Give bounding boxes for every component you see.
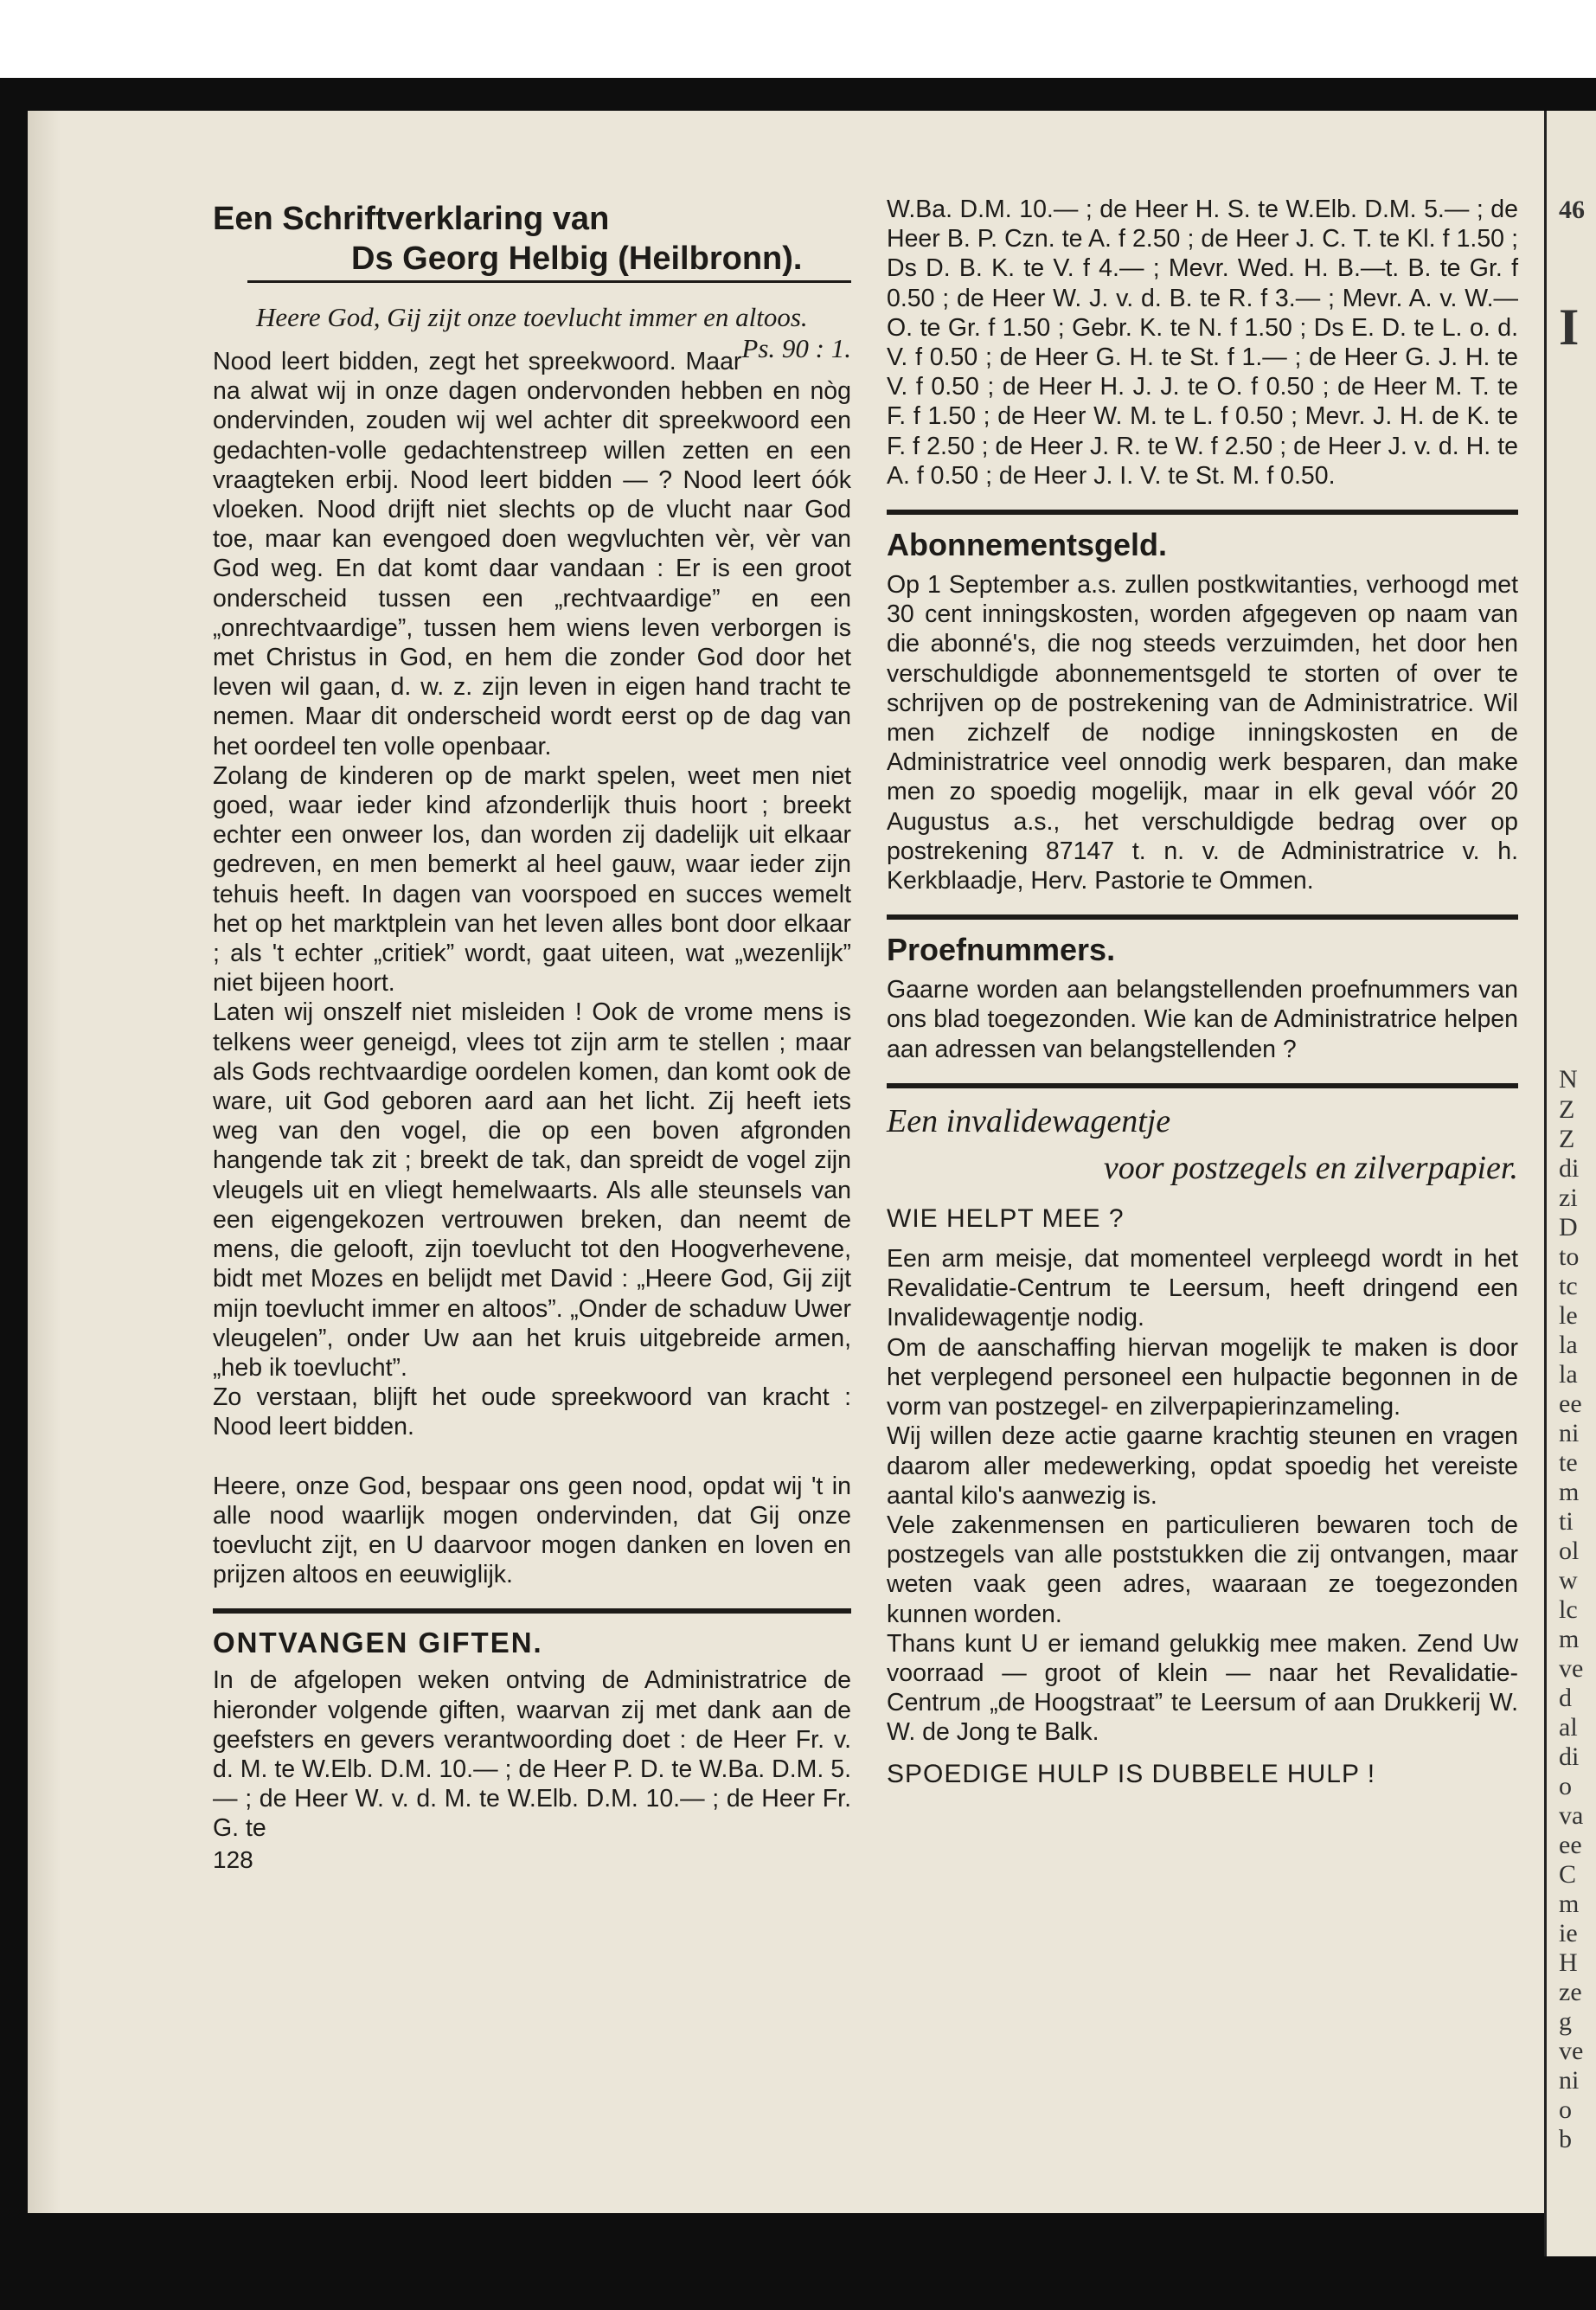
next-page-fragment: le [1559,1301,1578,1330]
proefnummers-text: Gaarne worden aan belangstellenden proefnummers van ons blad toegezonden. Wie kan de Administratrice helpen aan adressen van belangstellenden ? [887,976,1518,1063]
title-underline [247,280,851,283]
next-page-fragment: zi [1559,1184,1578,1212]
next-page-fragment: m [1559,1625,1580,1653]
article-body [213,347,851,1589]
next-page-edge [1544,111,1596,2256]
next-page-fragment: tc [1559,1272,1578,1300]
next-page-fragment: N [1559,1065,1578,1094]
next-page-fragment: Z [1559,1125,1575,1153]
invalide-body [887,1244,1518,1747]
next-page-fragment: w [1559,1566,1578,1595]
invalide-closing: SPOEDIGE HULP IS DUBBELE HULP ! [887,1759,1376,1788]
invalide-title: Een invalidewagentje [887,1102,1171,1139]
next-page-fragment: o [1559,2095,1572,2124]
giften-body-left [213,1665,851,1843]
proefnummers-heading: Proefnummers. [887,932,1116,968]
next-page-fragment: ee [1559,1389,1582,1418]
article-paragraph: Zolang de kinderen op de markt spelen, weet men niet goed, waar ieder kind afzonderlijk thuis hoort ; breekt echter een onweer los, dan worden zij dadelijk uit elkaar gedreven, en men bemerkt al heel gauw, waar ieder zijn tehuis heeft. In dagen van voorspoed en succes wemelt het op het marktplein van het leven alles bont door elkaar ; als 't echter „critiek” wordt, gaat uiteen, wat „wezenlijk” niet bijeen hoort. [213,761,851,998]
section-divider [887,1083,1518,1088]
next-page-fragment: ve [1559,1654,1584,1683]
invalide-subtitle: voor postzegels en zilverpapier. [1103,1149,1518,1186]
next-page-fragment: al [1559,1713,1578,1742]
next-page-fragment: di [1559,1742,1580,1771]
right-column [887,195,1518,1800]
motto-text: Heere God, Gij zijt onze toevlucht immer en altoos. [256,302,808,332]
invalide-paragraph: Thans kunt U er iemand gelukkig mee maken. Zend Uw voorraad — groot of klein — naar het Revalidatie-Centrum „de Hoogstraat” te Leersum of aan Drukkerij W. W. de Jong te Balk. [887,1629,1518,1747]
next-page-fragment: d [1559,1684,1572,1712]
scripture-motto [213,302,851,363]
left-column [213,199,851,1875]
next-page-fragment: to [1559,1242,1580,1271]
next-page-fragment: ze [1559,1978,1582,2006]
next-page-fragment: te [1559,1448,1578,1477]
section-divider [887,510,1518,515]
abonnement-body [887,570,1518,895]
next-page-fragment: 46 [1559,196,1585,224]
giften-body-right [887,195,1518,491]
next-page-fragment: I [1559,298,1580,356]
next-page-fragment: D [1559,1213,1578,1242]
article-title-line-1: Een Schriftverklaring van [213,201,610,237]
proefnummers-body [887,975,1518,1064]
article-title [213,199,851,283]
page-number: 128 [213,1845,253,1873]
article-title-line-2: Ds Georg Helbig (Heilbronn). [351,241,803,277]
next-page-fragment: ol [1559,1537,1580,1565]
next-page-fragment: b [1559,2125,1572,2153]
next-page-fragment: H [1559,1948,1578,1977]
next-page-fragment: m [1559,1890,1580,1918]
next-page-fragment: la [1559,1331,1578,1359]
next-page-fragment: ni [1559,1419,1580,1447]
next-page-fragment: ni [1559,2066,1580,2095]
next-page-fragment: va [1559,1801,1584,1830]
invalide-question: WIE HELPT MEE ? [887,1203,1125,1233]
article-paragraph: Zo verstaan, blijft het oude spreekwoord van kracht : Nood leert bidden. [213,1383,851,1441]
abonnement-text: Op 1 September a.s. zullen postkwitanties, verhoogd met 30 cent inningskosten, worden afgegeven op naam van die abonné's, die nog steeds verzuimden, het door hen verschuldigde abonnementsgeld te storten of over te schrijven op de postrekening van de Administratrice. Wil men zichzelf de nodige inningskosten en de Administratrice veel onnodig werk besparen, dan make men zo spoedig mogelijk, maar in elk geval vóór 20 Augustus a.s., het verschuldigde bedrag over op postrekening 87147 t. n. v. de Administratrice v. h. Kerkblaadje, Herv. Pastorie te Ommen. [887,571,1518,895]
section-divider [213,1608,851,1614]
next-page-fragment: C [1559,1860,1577,1889]
invalide-paragraph: Wij willen deze actie gaarne krachtig steunen en vragen daarom aller medewerking, opdat spoedig het vereiste aantal kilo's aanwezig is. [887,1422,1518,1510]
next-page-fragment: ee [1559,1831,1582,1859]
spacer [213,1442,851,1472]
article-paragraph: Laten wij onszelf niet misleiden ! Ook de vrome mens is telkens weer geneigd, vlees tot zijn arm te stellen ; maar als Gods rechtvaardige oordelen komen, dan komt ook de ware, uit God geboren aard aan het licht. Zij heeft iets weg van den vogel, die op een boven afgronden hangende tak zit ; breekt de tak, dan spreidt de vogel zijn vleugels uit en vliegt hemelwaarts. Als alle steunsels van een eigengekozen vertrouwen breken, dan neemt de mens, die gelooft, zijn toevlucht tot den Hoogverhevene, bidt met Mozes en belijdt met David : „Heere God, Gij zijt mijn toevlucht immer en altoos”. „Onder de schaduw Uwer vleugelen”, onder Uw aan het kruis uitgebreide armen, „heb ik toevlucht”. [213,998,851,1382]
next-page-fragment: la [1559,1360,1578,1389]
giften-heading: ONTVANGEN GIFTEN. [213,1627,543,1659]
article-paragraph: Nood leert bidden, zegt het spreekwoord. Maar na alwat wij in onze dagen ondervonden hebben en nòg ondervinden, zouden wij wel achter dit spreekwoord een gedachten-volle gedachtenstreep willen zetten en een vraagteken erbij. Nood leert bidden — ? Nood leert óók vloeken. Nood drijft niet slechts op de vlucht naar God toe, maar kan evengoed doen wegvluchten vèr, vèr van God weg. En dat komt daar vandaan : Er is een groot onderscheid tussen een „rechtvaardige” en een „onrechtvaardige”, tussen hem wiens leven verborgen is met Christus in God, en hem die zonder God door het leven wil gaan, d. w. z. zijn leven in eigen hand tracht te nemen. Maar dit onderscheid wordt eerst op de dag van het oordeel ten volle openbaar. [213,348,851,760]
giften-text-continued: W.Ba. D.M. 10.— ; de Heer H. S. te W.Elb. D.M. 5.— ; de Heer B. P. Czn. te A. f 2.50 ; de Heer J. C. T. te Kl. f 1.50 ; Ds D. B. K. te V. f 4.— ; Mevr. Wed. H. B.—t. B. te Gr. f 0.50 ; de Heer W. J. v. d. B. te R. f 3.— ; Mevr. A. v. W.—O. te Gr. f 1.50 ; Gebr. K. te N. f 1.50 ; Ds E. D. te L. o. d. V. f 0.50 ; de Heer G. H. te St. f 1.— ; de Heer G. J. H. te V. f 0.50 ; de Heer H. J. J. te O. f 0.50 ; de Heer M. T. te F. f 1.50 ; de Heer W. M. te L. f 0.50 ; Mevr. J. H. de K. te F. f 2.50 ; de Heer J. R. te W. f 2.50 ; de Heer J. v. d. H. te A. f 0.50 ; de Heer J. I. V. te St. M. f 0.50. [887,196,1518,490]
next-page-fragment: ve [1559,2037,1584,2065]
next-page-fragment: Z [1559,1095,1575,1124]
invalide-paragraph: Om de aanschaffing hiervan mogelijk te maken is door het verplegend personeel een hulpactie begonnen in de vorm van postzegel- en zilverpapierinzameling. [887,1333,1518,1421]
motto-reference: Ps. 90 : 1. [741,333,851,363]
next-page-fragment: lc [1559,1595,1578,1624]
next-page-fragment: m [1559,1478,1580,1506]
next-page-fragment: ie [1559,1919,1578,1947]
next-page-fragment: ti [1559,1507,1574,1536]
abonnement-heading: Abonnementsgeld. [887,527,1168,563]
next-page-fragment: g [1559,2007,1572,2036]
invalide-paragraph: Vele zakenmensen en particulieren bewaren toch de postzegels van alle poststukken die zij ontvangen, maar weten vaak geen adres, waaraan ze toegezonden kunnen worden. [887,1511,1518,1628]
next-page-fragment: di [1559,1154,1580,1183]
invalide-paragraph: Een arm meisje, dat momenteel verpleegd wordt in het Revalidatie-Centrum te Leersum, heeft dringend een Invalidewagentje nodig. [887,1245,1518,1332]
next-page-fragment: o [1559,1772,1572,1800]
section-divider [887,914,1518,920]
page-gutter-shade [28,111,61,2213]
giften-text: In de afgelopen weken ontving de Administratrice de hieronder volgende giften, waarvan zij met dank aan de geefsters en gevers verantwoording doet : de Heer Fr. v. d. M. te W.Elb. D.M. 10.— ; de Heer P. D. te W.Ba. D.M. 5.— ; de Heer W. v. d. M. te W.Elb. D.M. 10.— ; de Heer Fr. G. te [213,1666,851,1843]
article-prayer: Heere, onze God, bespaar ons geen nood, opdat wij 't in alle nood waarlijk mogen ondervinden, dat Gij onze toevlucht zijt, en U daarvoor mogen danken en loven en prijzen altoos en eeuwiglijk. [213,1472,851,1589]
